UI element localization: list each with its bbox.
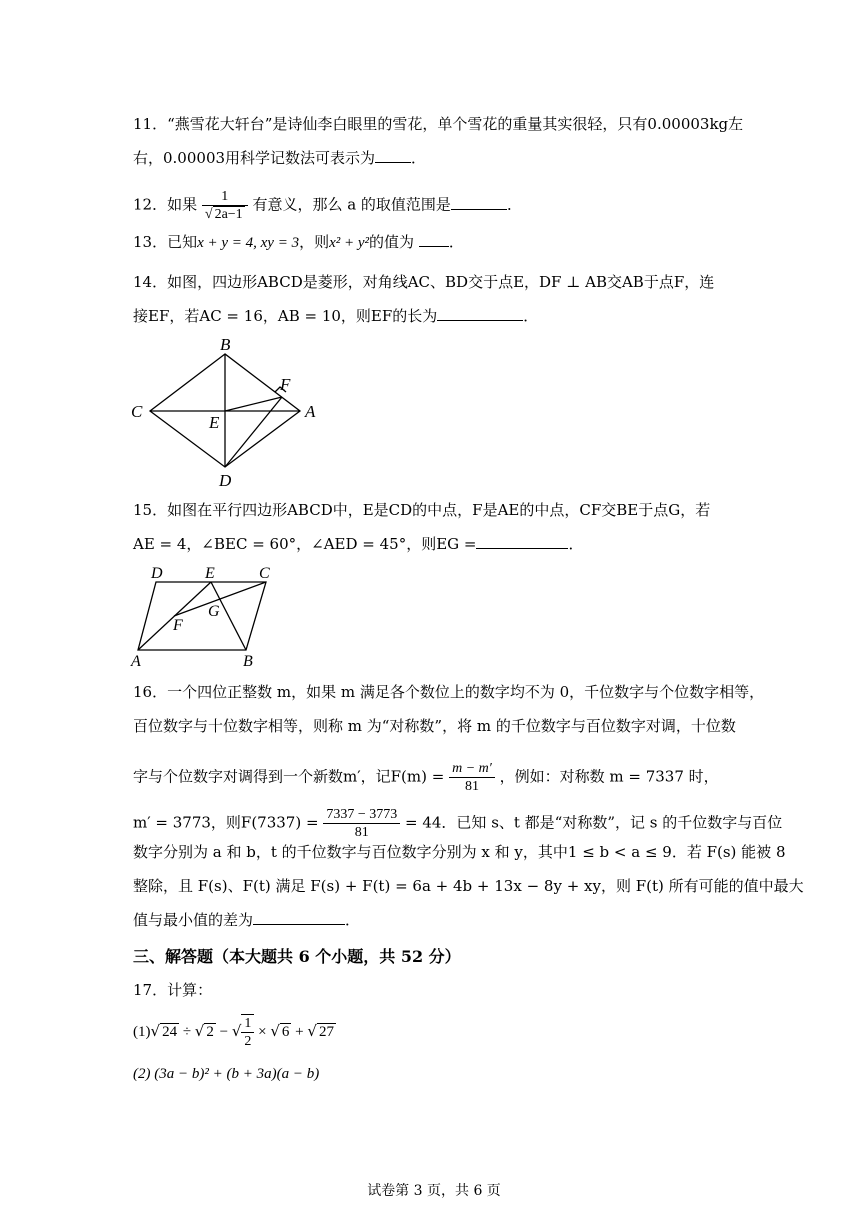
q17-radicand-6: 6 — [281, 1024, 290, 1040]
label-e: E — [209, 413, 220, 432]
q15-answer-blank[interactable] — [476, 534, 568, 549]
q12-answer-blank[interactable] — [451, 195, 507, 210]
q17-half-num: 1 — [241, 1015, 254, 1033]
q16-line1: 16．一个四位正整数 m，如果 m 满足各个数位上的数字均不为 0，千位数字与个位数字相等， — [133, 683, 765, 701]
label-f: F — [280, 375, 291, 394]
q17-radicand-2: 2 — [206, 1024, 214, 1040]
q11-answer-blank[interactable] — [375, 148, 411, 163]
q11-line2 — [133, 148, 426, 168]
q16-l3-post: ，例如：对称数 m = 7337 时， — [499, 767, 719, 786]
q16-l3-pre: 字与个位数字对调得到一个新数m′，记F(m) = — [133, 767, 445, 786]
q15-line1: 15．如图在平行四边形ABCD中，E是CD的中点，F是AE的中点，CF交BE于点G，若 — [133, 501, 711, 519]
label-b: B — [243, 653, 253, 670]
q11-line1: 11．“燕雪花大轩台”是诗仙李白眼里的雪花，单个雪花的重量其实很轻，只有0.00003kg左 — [133, 115, 744, 133]
q14-answer-blank[interactable] — [437, 306, 523, 321]
q15-line2 — [133, 534, 584, 554]
q16-line5: 数字分别为 a 和 b，t 的千位数字与百位数字分别为 x 和 y，其中1 ≤ b < a ≤ 9．若 F(s) 能被 8 — [133, 843, 786, 861]
q17-title: 17．计算： — [133, 981, 213, 999]
q12-frac-den: √ 2a−1 — [204, 207, 243, 222]
q17-p1-label: (1) — [133, 1024, 151, 1040]
q17-sqrt-half — [241, 1014, 254, 1050]
q13-answer-blank[interactable] — [419, 232, 449, 247]
label-c: C — [131, 402, 143, 421]
label-f: F — [173, 617, 183, 634]
q16-end: ． — [345, 911, 361, 929]
q13-post: 的值为 — [369, 233, 415, 251]
label-d: D — [151, 565, 163, 582]
q13-end: ． — [448, 233, 464, 251]
q15-end: ． — [568, 535, 584, 553]
q16-fraction-example — [323, 806, 400, 841]
q14-line1: 14．如图，四边形ABCD是菱形，对角线AC、BD交于点E，DF ⊥ AB交AB于点F，连 — [133, 273, 715, 291]
q16-example-den: 81 — [354, 825, 369, 840]
q15-text: AE = 4，∠BEC = 60°，∠AED = 45°，则EG = — [133, 535, 477, 553]
q13-expression: x² + y² — [329, 235, 370, 251]
q15-parallelogram-figure — [128, 562, 288, 670]
q16-line6: 整除，且 F(s)、F(t) 满足 F(s) + F(t) = 6a + 4b + 13x − 8y + xy，则 F(t) 所有可能的值中最大 — [133, 877, 804, 895]
label-a: A — [131, 653, 141, 670]
q12-fraction — [202, 188, 248, 223]
q17-radicand-27: 27 — [318, 1024, 334, 1040]
q12-pre: 12．如果 — [133, 195, 198, 214]
label-b: B — [220, 335, 231, 354]
q16-fraction-fm — [449, 760, 495, 795]
q12-post: 有意义，那么 a 的取值范围是 — [252, 195, 451, 214]
q17-part1: (1)√ 24 ÷ √ 2 − √ $\frac{1}{2}$ × √ 6 + √ 27 — [133, 1016, 334, 1049]
q12-end: ． — [506, 195, 522, 214]
q12-frac-num: 1 — [202, 188, 248, 206]
q13-line — [133, 232, 464, 253]
q16-text: 值与最小值的差为 — [133, 911, 254, 929]
q11-end: ． — [411, 149, 427, 167]
q16-line2: 百位数字与十位数字相等，则称 m 为“对称数”，将 m 的千位数字与百位数字对调，十位数 — [133, 717, 736, 735]
q16-l4-pre: m′ = 3773，则F(7337) = — [133, 813, 319, 832]
q16-line7 — [133, 910, 360, 930]
q16-l4-post: = 44．已知 s、t 都是“对称数”，记 s 的千位数字与百位 — [405, 813, 783, 832]
q17-op-times: × — [254, 1024, 271, 1040]
q17-radicand-24: 24 — [162, 1024, 178, 1040]
q14-end: ． — [523, 307, 539, 325]
q11-text: 右，0.00003用科学记数法可表示为 — [133, 149, 376, 167]
q16-frac-num: m − m′ — [449, 760, 495, 778]
q13-condition: x + y = 4, xy = 3 — [197, 235, 300, 251]
q17-half-den: 2 — [244, 1034, 252, 1049]
q16-answer-blank[interactable] — [253, 910, 345, 925]
q16-line4 — [133, 806, 782, 841]
q17-part2: (2) (3a − b)² + (b + 3a)(a − b) — [133, 1066, 320, 1082]
q16-example-num: 7337 − 3773 — [323, 806, 400, 824]
q13-pre: 13．已知 — [133, 233, 198, 251]
segment-ef — [225, 397, 282, 411]
q17-op-div: ÷ — [179, 1024, 195, 1040]
q12-line — [133, 188, 522, 223]
label-d: D — [219, 471, 232, 490]
q16-frac-den: 81 — [464, 779, 479, 794]
q14-text: 接EF，若AC = 16，AB = 10，则EF的长为 — [133, 307, 438, 325]
label-c: C — [259, 565, 270, 582]
q14-rhombus-figure — [128, 334, 328, 492]
q14-line2 — [133, 306, 538, 326]
section-three-heading: 三、解答题（本大题共 6 个小题，共 52 分） — [133, 947, 461, 966]
label-a: A — [305, 402, 316, 421]
label-g: G — [208, 603, 220, 620]
parallelogram-outline — [138, 582, 266, 650]
q13-mid: ，则 — [299, 233, 330, 251]
q17-op-plus: + — [291, 1024, 308, 1040]
segment-fc — [174, 582, 266, 616]
q12-radicand: 2a−1 — [214, 207, 243, 222]
label-e: E — [205, 565, 215, 582]
page-footer: 试卷第 3 页，共 6 页 — [367, 1183, 501, 1199]
segment-df — [225, 397, 282, 467]
q17-op-minus: − — [215, 1024, 232, 1040]
q16-line3 — [133, 760, 719, 795]
